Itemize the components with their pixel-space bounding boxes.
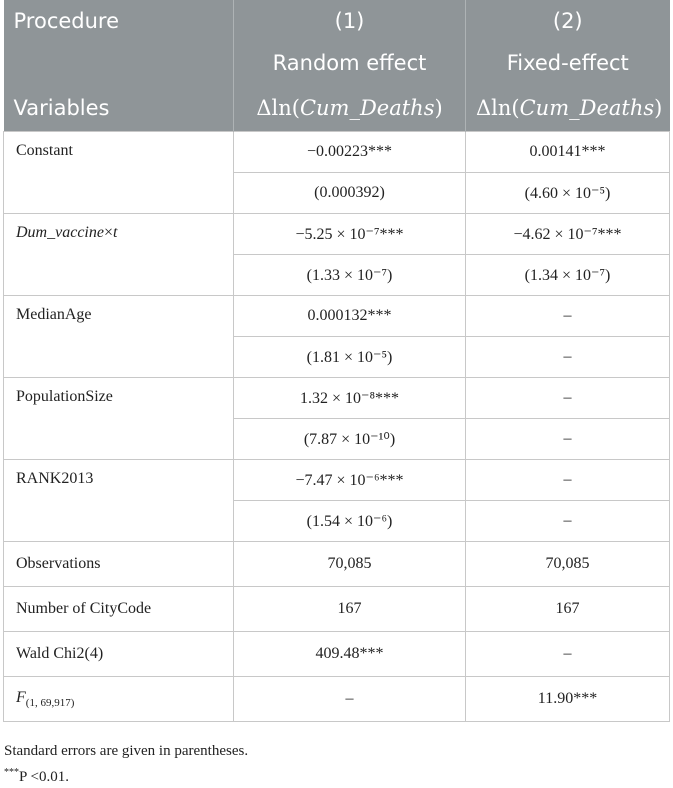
stat-label: Wald Chi2(4) <box>4 632 234 677</box>
dep-var-name: Cum_Deaths <box>299 95 435 120</box>
stat-col1: 167 <box>234 587 466 632</box>
col2-number: (2) <box>466 0 670 42</box>
stat-col1: 409.48*** <box>234 632 466 677</box>
se-col1: (1.33 × 10⁻⁷) <box>234 255 466 296</box>
coef-col1: 1.32 × 10⁻⁸*** <box>234 378 466 419</box>
f-stat-label <box>4 677 234 722</box>
coef-col1: 0.000132*** <box>234 296 466 337</box>
col2-method: Fixed-effect <box>466 42 670 84</box>
coef-col2: −4.62 × 10⁻⁷*** <box>466 214 670 255</box>
col1-dependent-var <box>234 84 466 132</box>
coef-col1: −5.25 × 10⁻⁷*** <box>234 214 466 255</box>
f-subscript: (1, 69,917) <box>25 697 75 710</box>
regression-table <box>3 0 670 722</box>
se-col1: (7.87 × 10⁻¹⁰) <box>234 419 466 460</box>
f-letter: F <box>16 688 26 706</box>
note-significance <box>4 762 248 788</box>
stat-col2: 167 <box>466 587 670 632</box>
coef-col2: – <box>466 460 670 501</box>
col1-number: (1) <box>234 0 466 42</box>
coef-col2: – <box>466 378 670 419</box>
stat-col2: 70,085 <box>466 542 670 587</box>
se-col2: – <box>466 501 670 542</box>
stat-label: Observations <box>4 542 234 587</box>
table-row <box>4 132 670 173</box>
note-standard-errors: Standard errors are given in parentheses. <box>4 743 249 759</box>
table-row <box>4 378 670 419</box>
table-row-f-stat <box>4 677 670 722</box>
se-col2: (4.60 × 10⁻⁵) <box>466 173 670 214</box>
var-rank2013: RANK2013 <box>4 460 234 542</box>
header-row-procedure <box>4 0 670 42</box>
se-col1: (1.81 × 10⁻⁵) <box>234 337 466 378</box>
stat-col1: 70,085 <box>234 542 466 587</box>
dep-var-name: Cum_Deaths <box>519 95 655 120</box>
header-row-variables <box>4 84 670 132</box>
var-italic: Dum_vaccine <box>16 224 104 241</box>
close-paren: ) <box>654 95 663 120</box>
var-constant: Constant <box>4 132 234 214</box>
table-row <box>4 460 670 501</box>
table-row <box>4 296 670 337</box>
table-notes <box>4 740 248 788</box>
delta-ln: Δln( <box>256 95 300 120</box>
procedure-label: Procedure <box>4 0 234 42</box>
header-row-method <box>4 42 670 84</box>
var-median-age: MedianAge <box>4 296 234 378</box>
coef-col1: −0.00223*** <box>234 132 466 173</box>
var-t: t <box>113 224 118 241</box>
col2-dependent-var <box>466 84 670 132</box>
method-label-empty <box>4 42 234 84</box>
se-col1: (0.000392) <box>234 173 466 214</box>
se-col2: (1.34 × 10⁻⁷) <box>466 255 670 296</box>
stat-col2: – <box>466 632 670 677</box>
coef-col1: −7.47 × 10⁻⁶*** <box>234 460 466 501</box>
stat-col2: 11.90*** <box>466 677 670 722</box>
stat-label: Number of CityCode <box>4 587 234 632</box>
se-col2: – <box>466 337 670 378</box>
close-paren: ) <box>434 95 443 120</box>
times-sign: × <box>103 224 113 241</box>
coef-col2: – <box>466 296 670 337</box>
se-col2: – <box>466 419 670 460</box>
note-p-value: P <0.01. <box>19 769 69 785</box>
coef-col2: 0.00141*** <box>466 132 670 173</box>
stat-col1: – <box>234 677 466 722</box>
var-population-size: PopulationSize <box>4 378 234 460</box>
se-col1: (1.54 × 10⁻⁶) <box>234 501 466 542</box>
col1-method: Random effect <box>234 42 466 84</box>
note-stars: *** <box>4 767 19 778</box>
table-body <box>4 132 670 722</box>
delta-ln: Δln( <box>476 95 520 120</box>
table-header <box>4 0 670 132</box>
table-row <box>4 214 670 255</box>
table-row-observations <box>4 542 670 587</box>
table-row-citycode <box>4 587 670 632</box>
variables-label: Variables <box>4 84 234 132</box>
table-row-wald <box>4 632 670 677</box>
var-dum-vaccine <box>4 214 234 296</box>
